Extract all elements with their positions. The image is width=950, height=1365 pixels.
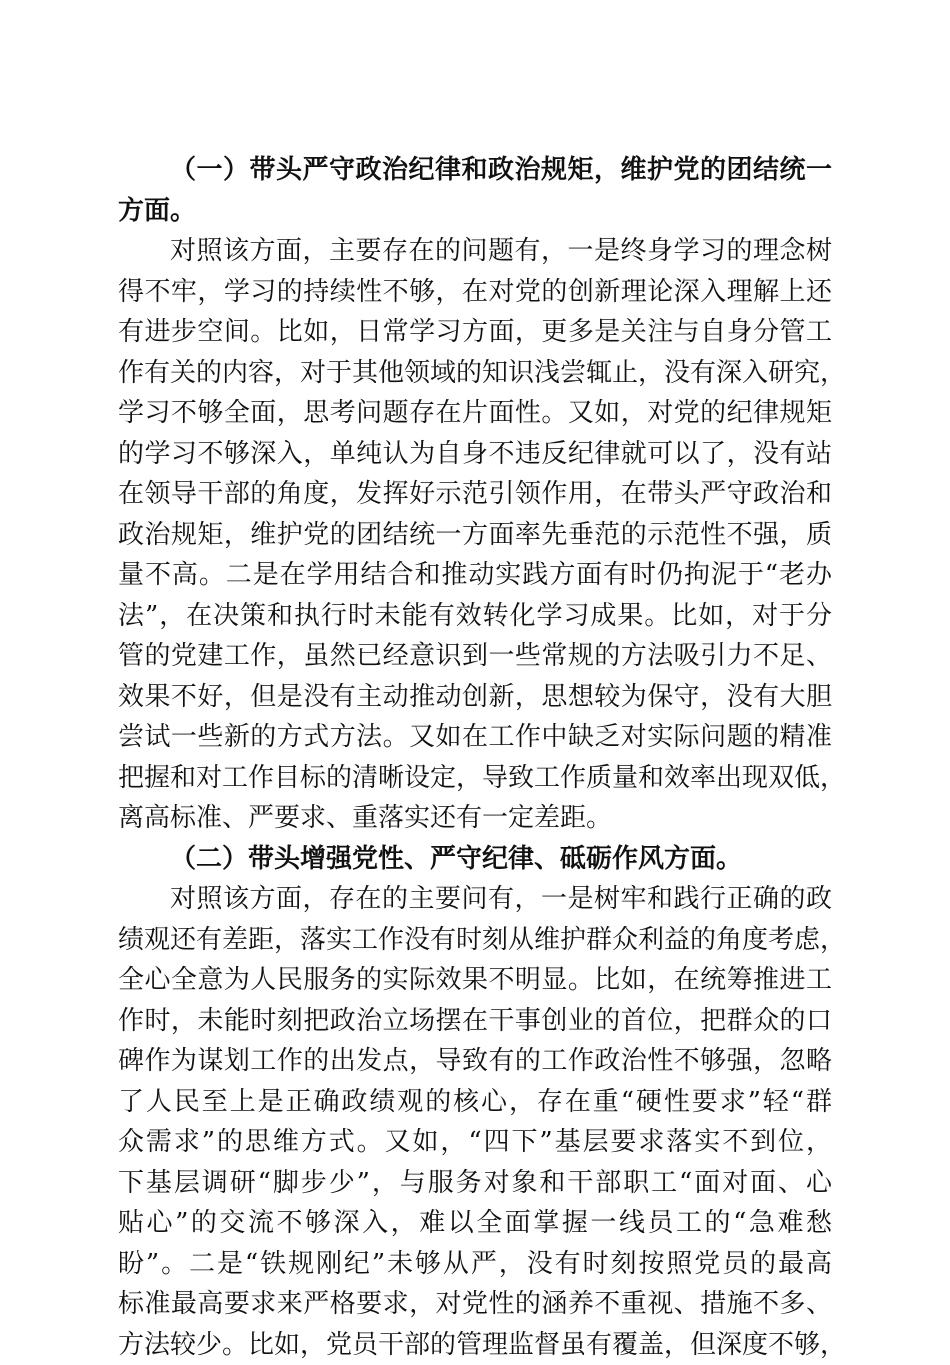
section-2-paragraph-line: 对照该方面，存在的主要问有，一是树牢和践行正确的政: [118, 879, 832, 920]
section-2-paragraph-line: 了人民至上是正确政绩观的核心，存在重“硬性要求”轻“群: [118, 1082, 832, 1123]
section-1-paragraph-line: 得不牢，学习的持续性不够，在对党的创新理论深入理解上还: [118, 272, 832, 313]
section-1-paragraph-line: 把握和对工作目标的清晰设定，导致工作质量和效率出现双低，: [118, 758, 832, 799]
section-2-paragraph-line: 方法较少。比如，党员干部的管理监督虽有覆盖，但深度不够，: [118, 1325, 832, 1365]
section-1-paragraph-line: 作有关的内容，对于其他领域的知识浅尝辄止，没有深入研究，: [118, 353, 832, 394]
section-1-heading-line-1: （一）带头严守政治纪律和政治规矩，维护党的团结统一: [118, 150, 832, 191]
section-2-paragraph-line: 贴心”的交流不够深入，难以全面掌握一线员工的“急难愁: [118, 1203, 832, 1244]
document-body: [118, 150, 832, 1365]
section-1-paragraph-line: 尝试一些新的方式方法。又如在工作中缺乏对实际问题的精准: [118, 717, 832, 758]
section-1-paragraph-line: 管的党建工作，虽然已经意识到一些常规的方法吸引力不足、: [118, 636, 832, 677]
section-1-paragraph-line: 学习不够全面，思考问题存在片面性。又如，对党的纪律规矩: [118, 393, 832, 434]
section-1-paragraph-line: 量不高。二是在学用结合和推动实践方面有时仍拘泥于“老办: [118, 555, 832, 596]
section-2-paragraph-line: 碑作为谋划工作的出发点，导致有的工作政治性不够强，忽略: [118, 1041, 832, 1082]
section-2-paragraph-line: 众需求”的思维方式。又如，“四下”基层要求落实不到位，: [118, 1122, 832, 1163]
section-1-paragraph-line: 的学习不够深入，单纯认为自身不违反纪律就可以了，没有站: [118, 434, 832, 475]
section-1-paragraph-line: 对照该方面，主要存在的问题有，一是终身学习的理念树: [118, 231, 832, 272]
section-1-paragraph-line: 政治规矩，维护党的团结统一方面率先垂范的示范性不强，质: [118, 515, 832, 556]
section-2-paragraph-line: 下基层调研“脚步少”，与服务对象和干部职工“面对面、心: [118, 1163, 832, 1204]
section-1-paragraph-line: 效果不好，但是没有主动推动创新，思想较为保守，没有大胆: [118, 677, 832, 718]
section-1-paragraph-line: 有进步空间。比如，日常学习方面，更多是关注与自身分管工: [118, 312, 832, 353]
section-2-heading: （二）带头增强党性、严守纪律、砥砺作风方面。: [118, 839, 832, 880]
section-1-paragraph-line-last: 离高标准、严要求、重落实还有一定差距。: [118, 798, 832, 839]
section-2-paragraph-line: 绩观还有差距，落实工作没有时刻从维护群众利益的角度考虑，: [118, 920, 832, 961]
section-2-paragraph-line: 全心全意为人民服务的实际效果不明显。比如，在统筹推进工: [118, 960, 832, 1001]
section-1-paragraph-line: 在领导干部的角度，发挥好示范引领作用，在带头严守政治和: [118, 474, 832, 515]
section-2-paragraph-line: 作时，未能时刻把政治立场摆在干事创业的首位，把群众的口: [118, 1001, 832, 1042]
section-1-heading-line-2: 方面。: [118, 191, 832, 232]
section-2-paragraph-line: 标准最高要求来严格要求，对党性的涵养不重视、措施不多、: [118, 1284, 832, 1325]
section-2-paragraph-line: 盼”。二是“铁规刚纪”未够从严，没有时刻按照党员的最高: [118, 1244, 832, 1285]
section-1-paragraph-line: 法”，在决策和执行时未能有效转化学习成果。比如，对于分: [118, 596, 832, 637]
